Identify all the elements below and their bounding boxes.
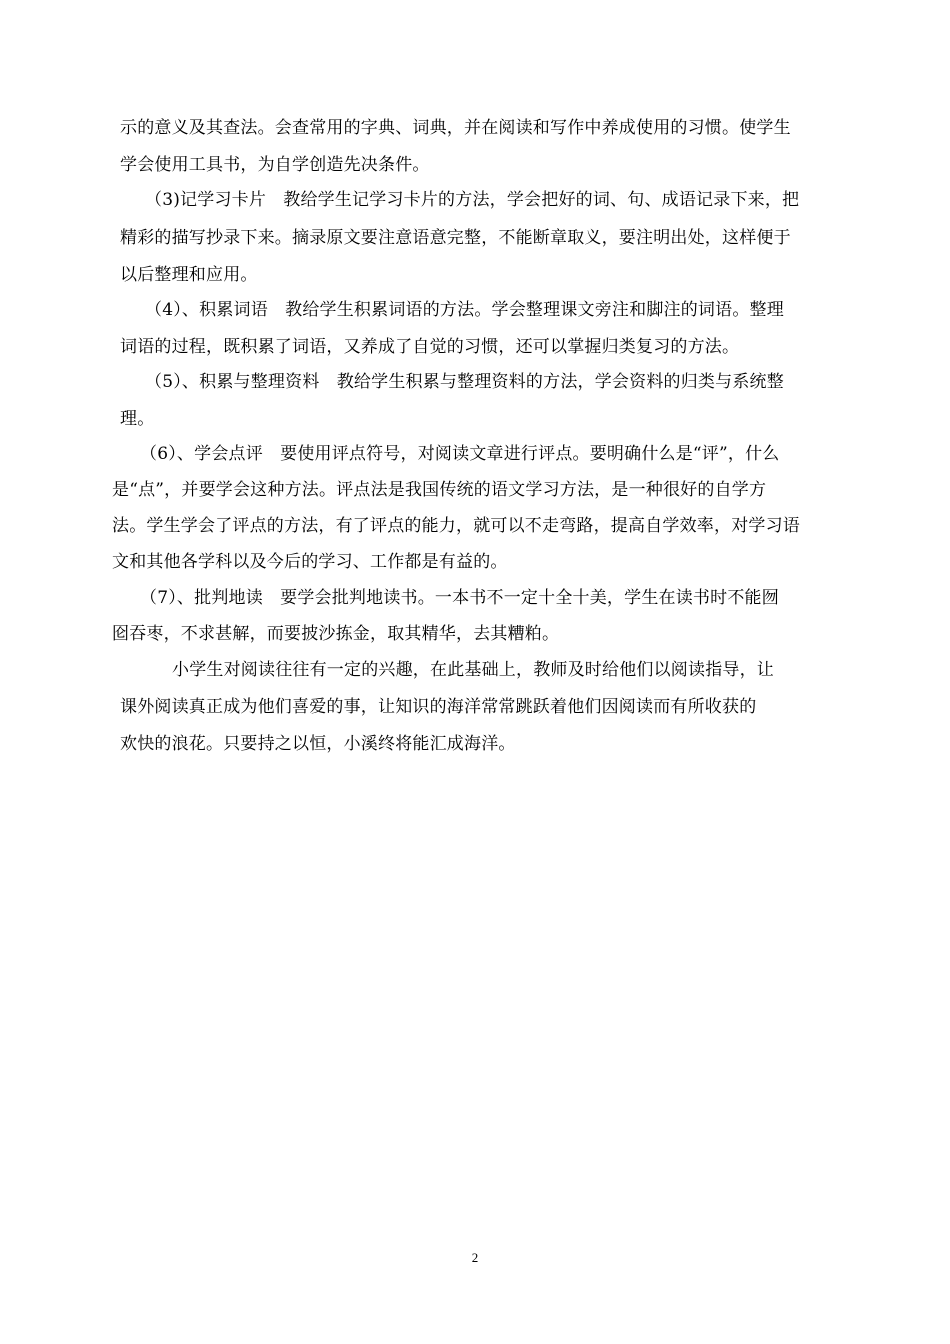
text-line: 学会使用工具书，为自学创造先决条件。 xyxy=(120,155,430,175)
text-line: （7）、批判地读 要学会批判地读书。一本书不一定十全十美，学生在读书时不能囫 xyxy=(140,588,779,608)
text-line: 法。学生学会了评点的方法，有了评点的能力，就可以不走弯路，提高自学效率，对学习语 xyxy=(112,516,800,536)
text-line: 文和其他各学科以及今后的学习、工作都是有益的。 xyxy=(112,552,508,572)
text-line: 课外阅读真正成为他们喜爱的事，让知识的海洋常常跳跃着他们因阅读而有所收获的 xyxy=(120,697,757,717)
text-line: 示的意义及其查法。会查常用的字典、词典，并在阅读和写作中养成使用的习惯。使学生 xyxy=(120,118,791,138)
text-line: 囵吞枣，不求甚解，而要披沙拣金，取其精华，去其糟粕。 xyxy=(112,624,560,644)
text-line: 小学生对阅读往往有一定的兴趣，在此基础上，教师及时给他们以阅读指导，让 xyxy=(172,660,774,680)
text-line: （5）、积累与整理资料 教给学生积累与整理资料的方法，学会资料的归类与系统整 xyxy=(145,372,784,392)
text-line: 是“点”，并要学会这种方法。评点法是我国传统的语文学习方法，是一种很好的自学方 xyxy=(112,480,767,500)
page-number: 2 xyxy=(471,1250,479,1265)
text-line: 欢快的浪花。只要持之以恒，小溪终将能汇成海洋。 xyxy=(120,734,516,754)
text-line: 以后整理和应用。 xyxy=(120,265,258,285)
text-line: 词语的过程，既积累了词语，又养成了自觉的习惯，还可以掌握归类复习的方法。 xyxy=(120,337,740,357)
text-line: 精彩的描写抄录下来。摘录原文要注意语意完整，不能断章取义，要注明出处，这样便于 xyxy=(120,228,791,248)
text-line: （3)记学习卡片 教给学生记学习卡片的方法，学会把好的词、句、成语记录下来，把 xyxy=(145,190,800,210)
text-line: （6）、学会点评 要使用评点符号，对阅读文章进行评点。要明确什么是“评”，什么 xyxy=(140,444,780,464)
text-line: 理。 xyxy=(120,409,155,429)
text-line: （4）、积累词语 教给学生积累词语的方法。学会整理课文旁注和脚注的词语。整理 xyxy=(145,300,784,320)
